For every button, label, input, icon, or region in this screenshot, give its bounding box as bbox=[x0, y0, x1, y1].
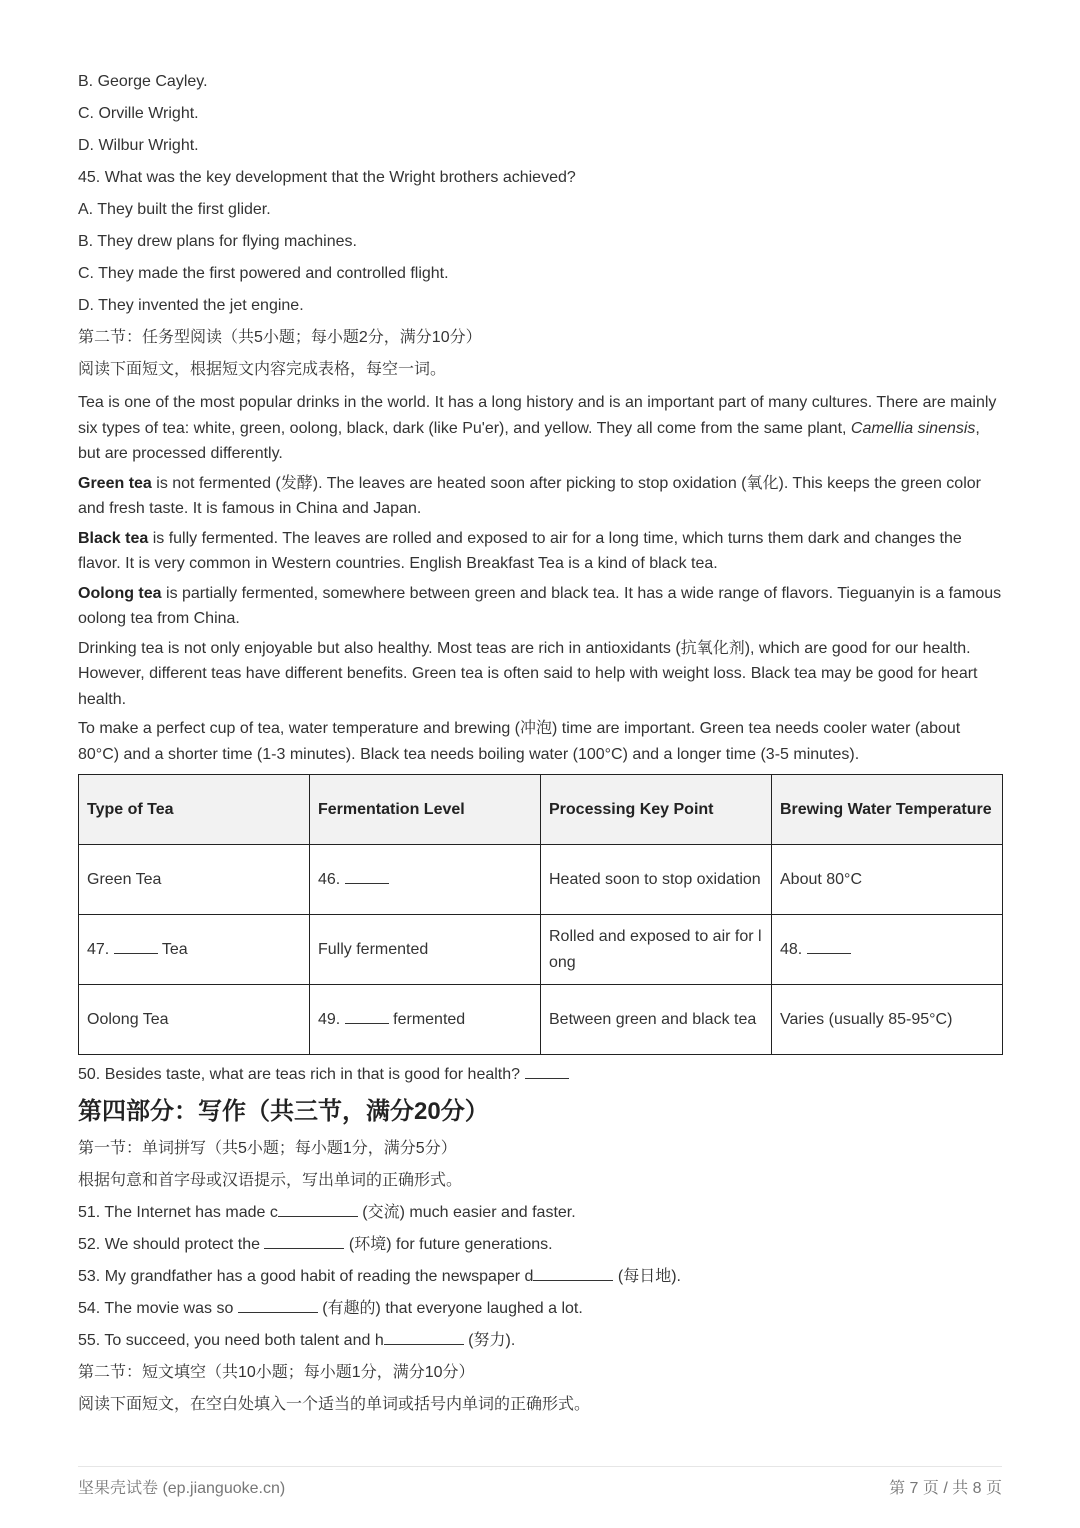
blank-number: 49. bbox=[318, 1010, 341, 1028]
passage-brewing: To make a perfect cup of tea, water temperature and brewing (冲泡) time are important. Green tea needs cooler water (about 80°C) and a shorter time (1-3 minutes). Black tea needs boiling water (100°C) and a longer time (3-5 minutes). bbox=[78, 720, 961, 763]
answer-blank-51[interactable] bbox=[278, 1202, 358, 1217]
spelling-item-54 bbox=[78, 1293, 1002, 1325]
answer-blank-52[interactable] bbox=[264, 1234, 344, 1249]
q45-option-c: C. They made the first powered and controlled flight. bbox=[78, 265, 449, 282]
blank-number: 48. bbox=[780, 940, 803, 958]
header-fermentation: Fermentation Level bbox=[310, 775, 541, 845]
footer-source: 坚果壳试卷 (ep.jianguoke.cn) bbox=[78, 1480, 286, 1497]
footer-page-number: 第 7 页 / 共 8 页 bbox=[889, 1480, 1002, 1497]
oolong-tea-term: Oolong tea bbox=[78, 584, 162, 602]
item-text: 53. My grandfather has a good habit of reading the newspaper d bbox=[78, 1268, 534, 1285]
q44-option-b: B. George Cayley. bbox=[78, 73, 208, 90]
q45-question: 45. What was the key development that the Wright brothers achieved? bbox=[78, 169, 576, 186]
cell-fermentation bbox=[310, 845, 541, 915]
item-text: 54. The movie was so bbox=[78, 1300, 238, 1317]
item-hint: (交流) much easier and faster. bbox=[357, 1204, 576, 1221]
blank-number: 47. bbox=[87, 940, 110, 958]
scientific-name: Camellia sinensis bbox=[850, 419, 976, 437]
item-hint: (每日地). bbox=[613, 1268, 681, 1285]
answer-blank-47[interactable] bbox=[114, 939, 158, 954]
cell-temperature: About 80°C bbox=[772, 845, 1003, 915]
type-suffix: Tea bbox=[161, 940, 188, 958]
item-text: 55. To succeed, you need both talent and h bbox=[78, 1332, 384, 1349]
item-text: 51. The Internet has made c bbox=[78, 1204, 278, 1221]
part4-heading: 第四部分：写作（共三节，满分20分） bbox=[78, 1098, 489, 1125]
cell-temperature bbox=[772, 915, 1003, 985]
section2-title: 第二节：任务型阅读（共5小题；每小题2分，满分10分） bbox=[78, 329, 482, 346]
passage-green-tea bbox=[78, 471, 1002, 522]
black-tea-text: is fully fermented. The leaves are rolled and exposed to air for a long time, which turns them dark and changes the flavor. It is very common in Western countries. English Breakfast Tea is a kind of black tea. bbox=[78, 529, 962, 572]
cell-type bbox=[79, 915, 310, 985]
cell-processing: Heated soon to stop oxidation bbox=[541, 845, 772, 915]
q45-option-a: A. They built the first glider. bbox=[78, 201, 271, 218]
cell-fermentation bbox=[310, 985, 541, 1055]
q50-text: 50. Besides taste, what are teas rich in that is good for health? bbox=[78, 1066, 521, 1083]
header-processing: Processing Key Point bbox=[541, 775, 772, 845]
part4-section1-title: 第一节：单词拼写（共5小题；每小题1分，满分5分） bbox=[78, 1140, 457, 1157]
header-type: Type of Tea bbox=[79, 775, 310, 845]
passage-black-tea bbox=[78, 526, 1002, 577]
q44-option-c: C. Orville Wright. bbox=[78, 105, 199, 122]
cell-type: Oolong Tea bbox=[79, 985, 310, 1055]
table-row bbox=[79, 985, 1003, 1055]
blank-number: 46. bbox=[318, 870, 341, 888]
q45-option-b: B. They drew plans for flying machines. bbox=[78, 233, 357, 250]
passage-health: Drinking tea is not only enjoyable but also healthy. Most teas are rich in antioxidants (抗氧化剂), which are good for our health. However, different teas have different benefits. Green tea is often said to help with weight loss. Black tea may be good for heart health. bbox=[78, 639, 978, 708]
cell-processing: Between green and black tea bbox=[541, 985, 772, 1055]
part4-section2-title: 第二节：短文填空（共10小题；每小题1分，满分10分） bbox=[78, 1364, 475, 1381]
answer-blank-55[interactable] bbox=[384, 1330, 464, 1345]
part4-section2-instruction: 阅读下面短文，在空白处填入一个适当的单词或括号内单词的正确形式。 bbox=[78, 1396, 591, 1413]
fermentation-suffix: fermented bbox=[393, 1010, 466, 1028]
cell-temperature: Varies (usually 85-95°C) bbox=[772, 985, 1003, 1055]
item-hint: (有趣的) that everyone laughed a lot. bbox=[317, 1300, 583, 1317]
black-tea-term: Black tea bbox=[78, 529, 149, 547]
answer-blank-54[interactable] bbox=[238, 1298, 318, 1313]
item-hint: (环境) for future generations. bbox=[344, 1236, 553, 1253]
cell-type: Green Tea bbox=[79, 845, 310, 915]
cell-processing: Rolled and exposed to air for long bbox=[541, 915, 772, 985]
section2-instruction: 阅读下面短文，根据短文内容完成表格，每空一词。 bbox=[78, 361, 447, 378]
table-header-row bbox=[79, 775, 1003, 845]
q44-option-d: D. Wilbur Wright. bbox=[78, 137, 199, 154]
q45-option-d: D. They invented the jet engine. bbox=[78, 297, 304, 314]
answer-blank-49[interactable] bbox=[345, 1009, 389, 1024]
table-row bbox=[79, 915, 1003, 985]
tea-table bbox=[78, 774, 1003, 1055]
passage-intro-end: , but are processed differently. bbox=[78, 419, 980, 462]
green-tea-text: is not fermented (发酵). The leaves are heated soon after picking to stop oxidation (氧化). This keeps the green color and fresh taste. It is famous in China and Japan. bbox=[78, 474, 981, 517]
item-text: 52. We should protect the bbox=[78, 1236, 265, 1253]
answer-blank-53[interactable] bbox=[533, 1266, 613, 1281]
passage-intro bbox=[78, 390, 1002, 467]
answer-blank-50[interactable] bbox=[525, 1064, 569, 1079]
oolong-tea-text: is partially fermented, somewhere between green and black tea. It has a wide range of flavors. Tieguanyin is a famous oolong tea from China. bbox=[78, 584, 1002, 627]
spelling-item-55 bbox=[78, 1325, 1002, 1357]
answer-blank-46[interactable] bbox=[345, 869, 389, 884]
passage-oolong-tea bbox=[78, 581, 1002, 632]
spelling-item-51 bbox=[78, 1197, 1002, 1229]
q50 bbox=[78, 1059, 1002, 1091]
page-footer bbox=[78, 1466, 1002, 1501]
spelling-item-53 bbox=[78, 1261, 1002, 1293]
exam-page bbox=[78, 66, 1002, 1421]
item-hint: (努力). bbox=[463, 1332, 516, 1349]
passage-intro-text: Tea is one of the most popular drinks in the world. It has a long history and is an important part of many cultures. There are mainly six types of tea: white, green, oolong, black, dark (like Pu'er), and yellow. They all come from the same plant, bbox=[78, 394, 997, 437]
part4-section1-instruction: 根据句意和首字母或汉语提示，写出单词的正确形式。 bbox=[78, 1172, 463, 1189]
header-temperature: Brewing Water Temperature bbox=[772, 775, 1003, 845]
answer-blank-48[interactable] bbox=[807, 939, 851, 954]
cell-fermentation: Fully fermented bbox=[310, 915, 541, 985]
spelling-item-52 bbox=[78, 1229, 1002, 1261]
table-row bbox=[79, 845, 1003, 915]
green-tea-term: Green tea bbox=[78, 474, 152, 492]
